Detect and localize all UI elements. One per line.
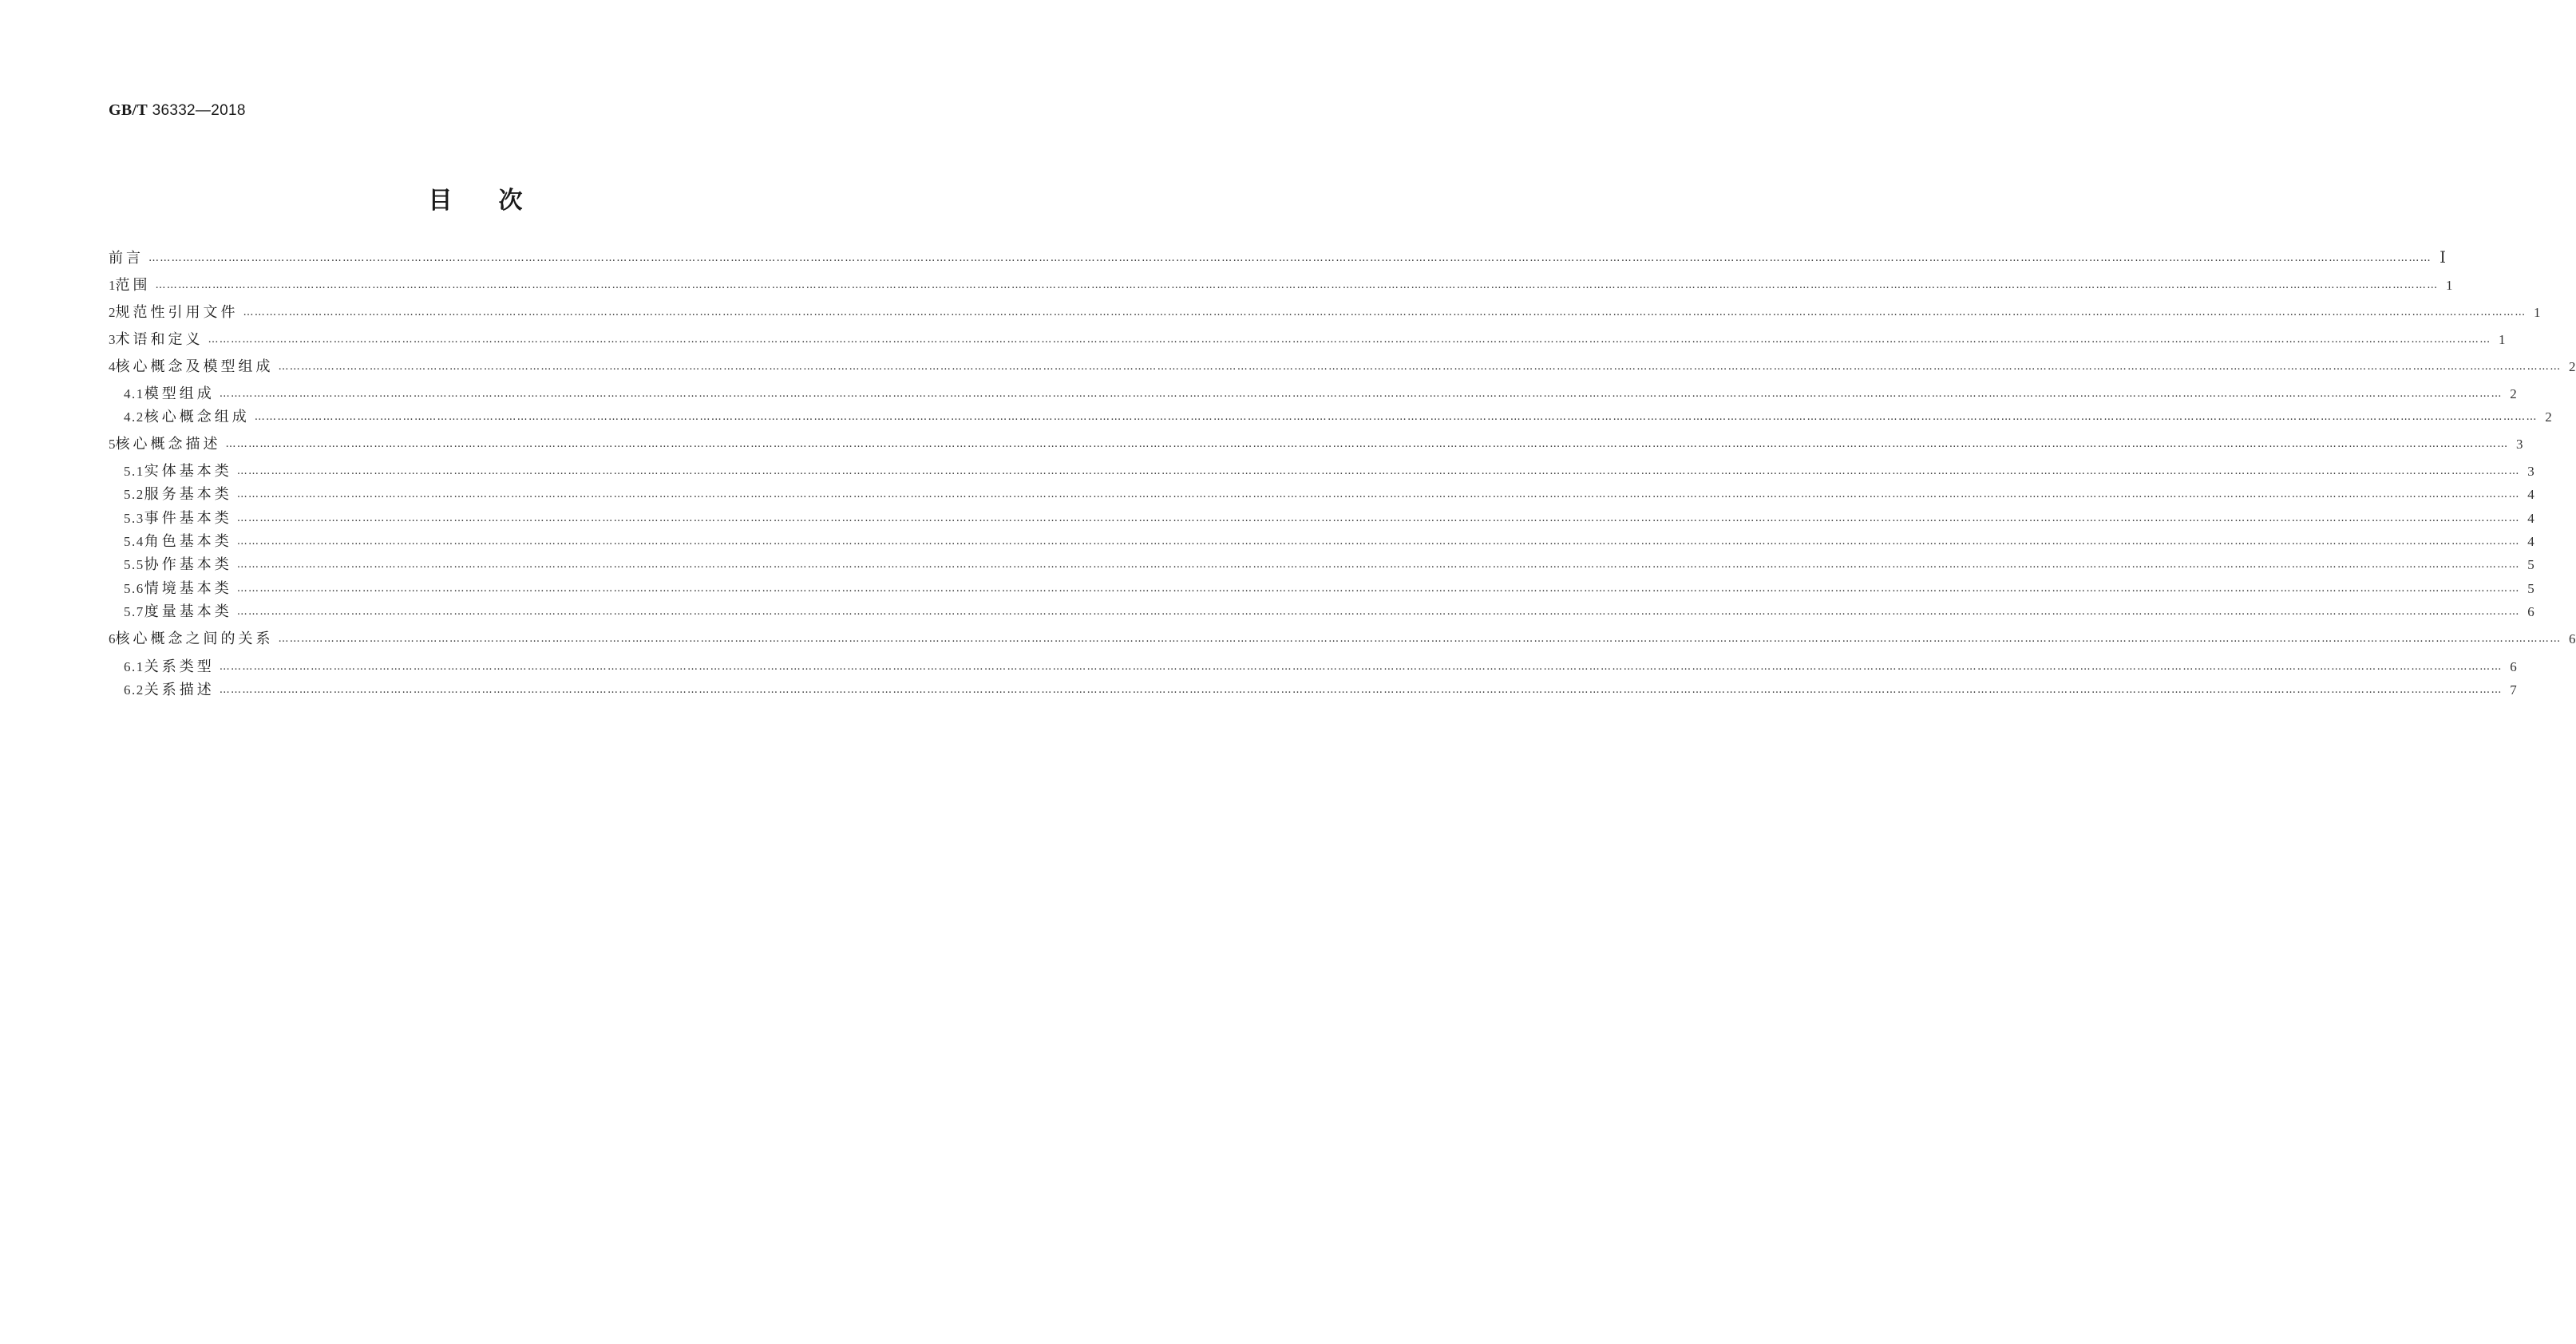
toc-entry[interactable] xyxy=(109,507,2534,529)
toc-dot-leader: …………………………………………………………………………………………………………………………………………………………………………………………………………………………………………………………………………………………………………………………………………………………………………………………………………………………………………………………………………………………………………………………………………………… xyxy=(278,361,2562,373)
toc-entry-label: 规范性引用文件 xyxy=(115,304,239,321)
toc-entry-label: 核心概念组成 xyxy=(144,409,250,425)
toc-entry-label: 术语和定义 xyxy=(115,331,204,348)
toc-entry[interactable] xyxy=(109,627,2576,650)
toc-entry[interactable] xyxy=(109,328,2506,350)
toc-dot-leader: …………………………………………………………………………………………………………………………………………………………………………………………………………………………………………………………………………………………………………………………………………………………………………………………………………………………………………………………………………………………………………………………………………………… xyxy=(208,334,2491,346)
toc-entry-label: 模型组成 xyxy=(144,385,215,402)
toc-entry-number: 1 xyxy=(109,278,116,293)
toc-entry-page-number: 6 xyxy=(2510,659,2517,674)
toc-entry[interactable] xyxy=(109,274,2453,296)
toc-entry[interactable] xyxy=(109,553,2534,575)
toc-entry-label: 前言 xyxy=(109,250,144,267)
toc-dot-leader: …………………………………………………………………………………………………………………………………………………………………………………………………………………………………………………………………………………………………………………………………………………………………………………………………………………………………………………………………………………………………………………………………………………… xyxy=(236,559,2520,571)
toc-entry-page-number: 4 xyxy=(2527,487,2534,502)
toc-dot-leader: …………………………………………………………………………………………………………………………………………………………………………………………………………………………………………………………………………………………………………………………………………………………………………………………………………………………………………………………………………………………………………………………………………………… xyxy=(236,583,2520,595)
standard-code xyxy=(109,101,246,120)
toc-entry-label: 服务基本类 xyxy=(144,486,232,503)
toc-entry-page-number: Ⅰ xyxy=(2439,249,2446,267)
toc-entry-page-number: 6 xyxy=(2527,604,2534,619)
standard-number: 36332—2018 xyxy=(152,102,246,119)
toc-entry[interactable] xyxy=(109,577,2534,599)
toc-entry-label: 关系描述 xyxy=(144,682,215,698)
toc-entry-label: 核心概念及模型组成 xyxy=(115,358,274,375)
toc-dot-leader: …………………………………………………………………………………………………………………………………………………………………………………………………………………………………………………………………………………………………………………………………………………………………………………………………………………………………………………………………………………………………………………………………………………… xyxy=(236,465,2520,477)
toc-entry[interactable] xyxy=(109,600,2534,623)
toc-entry-page-number: 4 xyxy=(2527,534,2534,549)
toc-dot-leader: …………………………………………………………………………………………………………………………………………………………………………………………………………………………………………………………………………………………………………………………………………………………………………………………………………………………………………………………………………………………………………………………………………………… xyxy=(254,411,2538,423)
toc-entry-page-number: 1 xyxy=(2499,332,2506,347)
toc-entry-number: 5.1 xyxy=(124,464,144,479)
toc-entry-page-number: 2 xyxy=(2545,409,2552,425)
toc-dot-leader: …………………………………………………………………………………………………………………………………………………………………………………………………………………………………………………………………………………………………………………………………………………………………………………………………………………………………………………………………………………………………………………………………………………… xyxy=(236,536,2520,547)
toc-entry-label: 核心概念描述 xyxy=(115,436,221,453)
toc-entry-page-number: 1 xyxy=(2446,278,2453,293)
toc-entry-number: 6 xyxy=(109,631,116,646)
toc-entry-page-number: 6 xyxy=(2569,631,2576,646)
toc-entry[interactable] xyxy=(109,530,2534,552)
toc-dot-leader: …………………………………………………………………………………………………………………………………………………………………………………………………………………………………………………………………………………………………………………………………………………………………………………………………………………………………………………………………………………………………………………………………………………… xyxy=(236,488,2520,500)
toc-dot-leader: …………………………………………………………………………………………………………………………………………………………………………………………………………………………………………………………………………………………………………………………………………………………………………………………………………………………………………………………………………………………………………………………………………………… xyxy=(236,606,2520,618)
toc-entry[interactable] xyxy=(109,483,2534,505)
toc-entry-page-number: 3 xyxy=(2516,437,2523,452)
toc-entry-page-number: 1 xyxy=(2534,305,2541,320)
toc-entry-page-number: 7 xyxy=(2510,682,2517,698)
toc-entry-number: 5.3 xyxy=(124,511,144,526)
toc-entry-page-number: 2 xyxy=(2510,386,2517,401)
toc-entry[interactable] xyxy=(109,655,2517,678)
toc-entry-number: 5.4 xyxy=(124,534,144,549)
toc-entry-number: 2 xyxy=(109,305,116,320)
toc-entry[interactable] xyxy=(109,382,2517,405)
toc-entry-number: 5.2 xyxy=(124,487,144,502)
toc-dot-leader: …………………………………………………………………………………………………………………………………………………………………………………………………………………………………………………………………………………………………………………………………………………………………………………………………………………………………………………………………………………………………………………………………………………… xyxy=(225,438,2509,450)
toc-entry-number: 5.7 xyxy=(124,604,144,619)
toc-entry[interactable] xyxy=(109,460,2534,482)
toc-dot-leader: …………………………………………………………………………………………………………………………………………………………………………………………………………………………………………………………………………………………………………………………………………………………………………………………………………………………………………………………………………………………………………………………………………………… xyxy=(236,512,2520,524)
toc-entry-page-number: 5 xyxy=(2527,581,2534,596)
toc-entry-page-number: 3 xyxy=(2527,464,2534,479)
toc-entry[interactable] xyxy=(109,433,2523,455)
toc-entry-number: 4 xyxy=(109,359,116,374)
toc-entry-page-number: 4 xyxy=(2527,511,2534,526)
toc-entry[interactable] xyxy=(109,405,2552,428)
toc-entry[interactable] xyxy=(109,247,2446,269)
page-title: 目次 xyxy=(428,187,569,215)
toc-entry-label: 实体基本类 xyxy=(144,463,232,480)
toc-dot-leader: …………………………………………………………………………………………………………………………………………………………………………………………………………………………………………………………………………………………………………………………………………………………………………………………………………………………………………………………………………………………………………………………………………………… xyxy=(219,388,2503,400)
toc-entry-page-number: 5 xyxy=(2527,557,2534,572)
toc-dot-leader: …………………………………………………………………………………………………………………………………………………………………………………………………………………………………………………………………………………………………………………………………………………………………………………………………………………………………………………………………………………………………………………………………………………… xyxy=(148,252,2432,264)
toc-entry[interactable] xyxy=(109,301,2541,323)
toc-entry-number: 5 xyxy=(109,437,116,452)
toc-entry-number: 4.2 xyxy=(124,409,144,425)
toc-entry[interactable] xyxy=(109,678,2517,701)
standard-prefix: GB/T xyxy=(109,101,148,119)
toc-dot-leader: …………………………………………………………………………………………………………………………………………………………………………………………………………………………………………………………………………………………………………………………………………………………………………………………………………………………………………………………………………………………………………………………………………………… xyxy=(219,684,2503,696)
toc-entry-number: 4.1 xyxy=(124,386,144,401)
toc-entry-label: 关系类型 xyxy=(144,658,215,675)
toc-entry-label: 事件基本类 xyxy=(144,510,232,527)
toc-entry[interactable] xyxy=(109,355,2576,378)
toc-entry-label: 协作基本类 xyxy=(144,556,232,573)
toc-dot-leader: …………………………………………………………………………………………………………………………………………………………………………………………………………………………………………………………………………………………………………………………………………………………………………………………………………………………………………………………………………………………………………………………………………………… xyxy=(219,661,2503,673)
toc-entry-number: 5.6 xyxy=(124,581,144,596)
toc-entry-label: 度量基本类 xyxy=(144,603,232,620)
toc-entry-label: 角色基本类 xyxy=(144,533,232,550)
toc-entry-number: 5.5 xyxy=(124,557,144,572)
toc-entry-page-number: 2 xyxy=(2569,359,2576,374)
toc-dot-leader: …………………………………………………………………………………………………………………………………………………………………………………………………………………………………………………………………………………………………………………………………………………………………………………………………………………………………………………………………………………………………………………………………………………… xyxy=(155,279,2439,291)
toc-dot-leader: …………………………………………………………………………………………………………………………………………………………………………………………………………………………………………………………………………………………………………………………………………………………………………………………………………………………………………………………………………………………………………………………………………………… xyxy=(243,306,2527,318)
toc-entry-label: 范围 xyxy=(115,277,151,294)
toc-entry-label: 情境基本类 xyxy=(144,580,232,597)
toc-entry-number: 3 xyxy=(109,332,116,347)
toc-entry-label: 核心概念之间的关系 xyxy=(115,630,274,647)
toc-entry-number: 6.2 xyxy=(124,682,144,698)
toc-dot-leader: …………………………………………………………………………………………………………………………………………………………………………………………………………………………………………………………………………………………………………………………………………………………………………………………………………………………………………………………………………………………………………………………………………………… xyxy=(278,633,2562,645)
toc-entry-number: 6.1 xyxy=(124,659,144,674)
